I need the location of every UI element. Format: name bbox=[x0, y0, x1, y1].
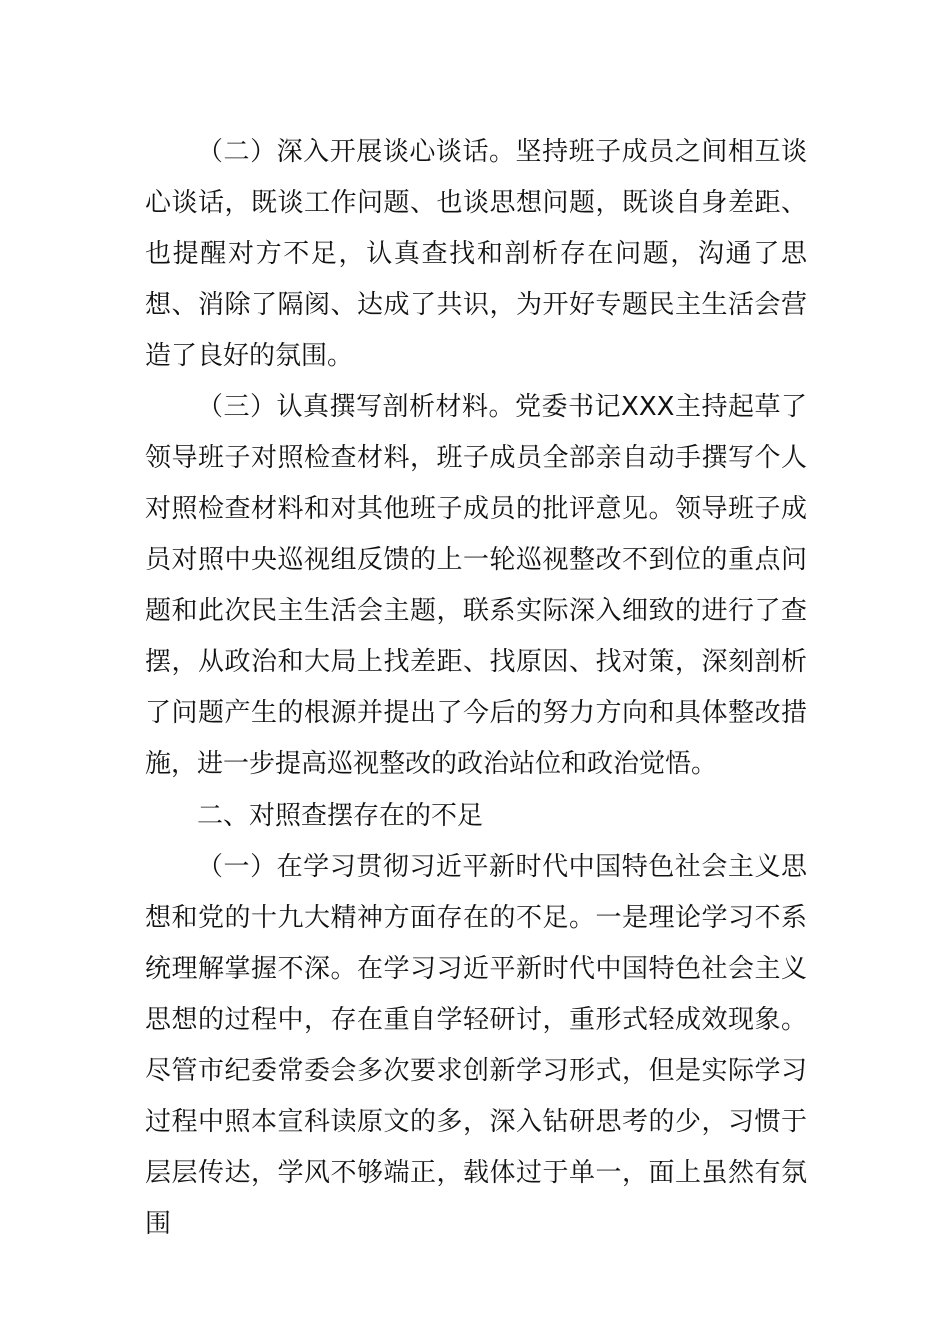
document-body bbox=[145, 127, 807, 1250]
paragraph-deep-heart-to-heart-talks: （二）深入开展谈心谈话。坚持班子成员之间相互谈心谈话，既谈工作问题、也谈思想问题，既谈自身差距、也提醒对方不足，认真查找和剖析存在问题，沟通了思想、消除了隔阂、达成了共识，为开好专题民主生活会营造了良好的氛围。 bbox=[145, 137, 807, 371]
paragraph-write-analysis-materials: （三）认真撰写剖析材料。党委书记XXX主持起草了领导班子对照检查材料，班子成员全部亲自动手撰写个人对照检查材料和对其他班子成员的批评意见。领导班子成员对照中央巡视组反馈的上一轮巡视整改不到位的重点问题和此次民主生活会主题，联系实际深入细致的进行了查摆，从政治和大局上找差距、找原因、找对策，深刻剖析了问题产生的根源并提出了今后的努力方向和具体整改措施，进一步提高巡视整改的政治站位和政治觉悟。 bbox=[145, 392, 807, 779]
paragraph-study-shortcomings: （一）在学习贯彻习近平新时代中国特色社会主义思想和党的十九大精神方面存在的不足。一是理论学习不系统理解掌握不深。在学习习近平新时代中国特色社会主义思想的过程中，存在重自学轻研讨，重形式轻成效现象。尽管市纪委常委会多次要求创新学习形式，但是实际学习过程中照本宣科读原文的多，深入钻研思考的少，习惯于层层传达，学风不够端正，载体过于单一，面上虽然有氛围 bbox=[145, 852, 807, 1239]
section-heading-shortcomings: 二、对照查摆存在的不足 bbox=[197, 801, 484, 831]
